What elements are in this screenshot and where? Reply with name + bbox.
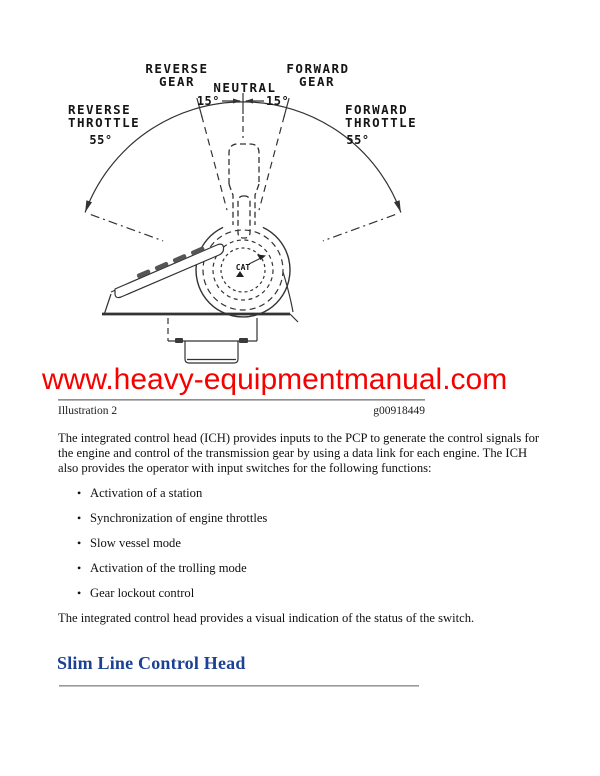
section-heading-slim-line: Slim Line Control Head [57,652,246,673]
label-gear-angle-right: 15° [266,94,290,108]
list-item-label: Slow vessel mode [90,536,181,550]
list-item [58,536,546,551]
bullet-icon: • [77,536,82,550]
list-item [58,561,546,576]
label-reverse-throttle-1: REVERSE [68,102,132,117]
paragraph-status-indication: The integrated control head provides a visual indication of the status of the switch. [58,611,475,625]
illustration-label: Illustration 2 [58,405,118,417]
label-reverse-gear-2: GEAR [158,74,196,89]
list-item-label: Activation of the trolling mode [90,561,247,575]
label-gear-angle-left: 15° [196,94,220,108]
label-reverse-throttle-angle: 55° [89,133,113,147]
control-head-diagram [55,50,435,370]
hub-arrow-line [249,258,261,264]
label-reverse-throttle-2: THROTTLE [68,115,141,130]
caption-rule [58,399,425,401]
label-forward-throttle-1: FORWARD [345,102,409,117]
bullet-icon: • [77,486,82,500]
watermark-url: www.heavy-equipmentmanual.com [42,363,508,396]
bullet-icon: • [77,511,82,525]
list-item [58,511,546,526]
cat-logo-text: CAT [235,263,251,272]
limit-line-right [323,215,395,241]
gear-line-left [202,116,227,211]
label-forward-throttle-angle: 55° [346,133,370,147]
bullet-icon: • [77,586,82,600]
section-divider-rule [59,685,419,687]
list-item-label: Activation of a station [90,486,203,500]
arc-arrow-left-icon [85,200,92,212]
control-lever [229,144,259,238]
list-item-label: Synchronization of engine throttles [90,511,268,525]
arc-arrow-right-icon [394,200,401,212]
label-neutral: NEUTRAL [213,80,277,95]
hub-housing [196,227,290,317]
list-item [58,586,546,601]
bullet-icon: • [77,561,82,575]
gear-line-right [259,116,284,211]
list-item-label: Gear lockout control [90,586,195,600]
dim-arrow-right-icon [245,99,253,104]
switch-panel [115,244,224,297]
dim-arrow-left-icon [233,99,241,104]
limit-line-left [91,215,163,241]
pedestal [168,318,257,363]
list-item [58,486,546,501]
ich-functions-list [58,486,546,611]
label-reverse-gear-1: REVERSE [145,61,209,76]
label-forward-gear-1: FORWARD [286,61,350,76]
label-forward-gear-2: GEAR [298,74,336,89]
label-forward-throttle-2: THROTTLE [345,115,418,130]
illustration-number: g00918449 [373,405,425,417]
paragraph-ich-intro: The integrated control head (ICH) provides inputs to the PCP to generate the control signals for the engine and control of the transmission gear by using a data link for each engine. The ICH also provides the operator with input switches for the following functions: [58,431,540,475]
figure-caption [58,405,425,417]
